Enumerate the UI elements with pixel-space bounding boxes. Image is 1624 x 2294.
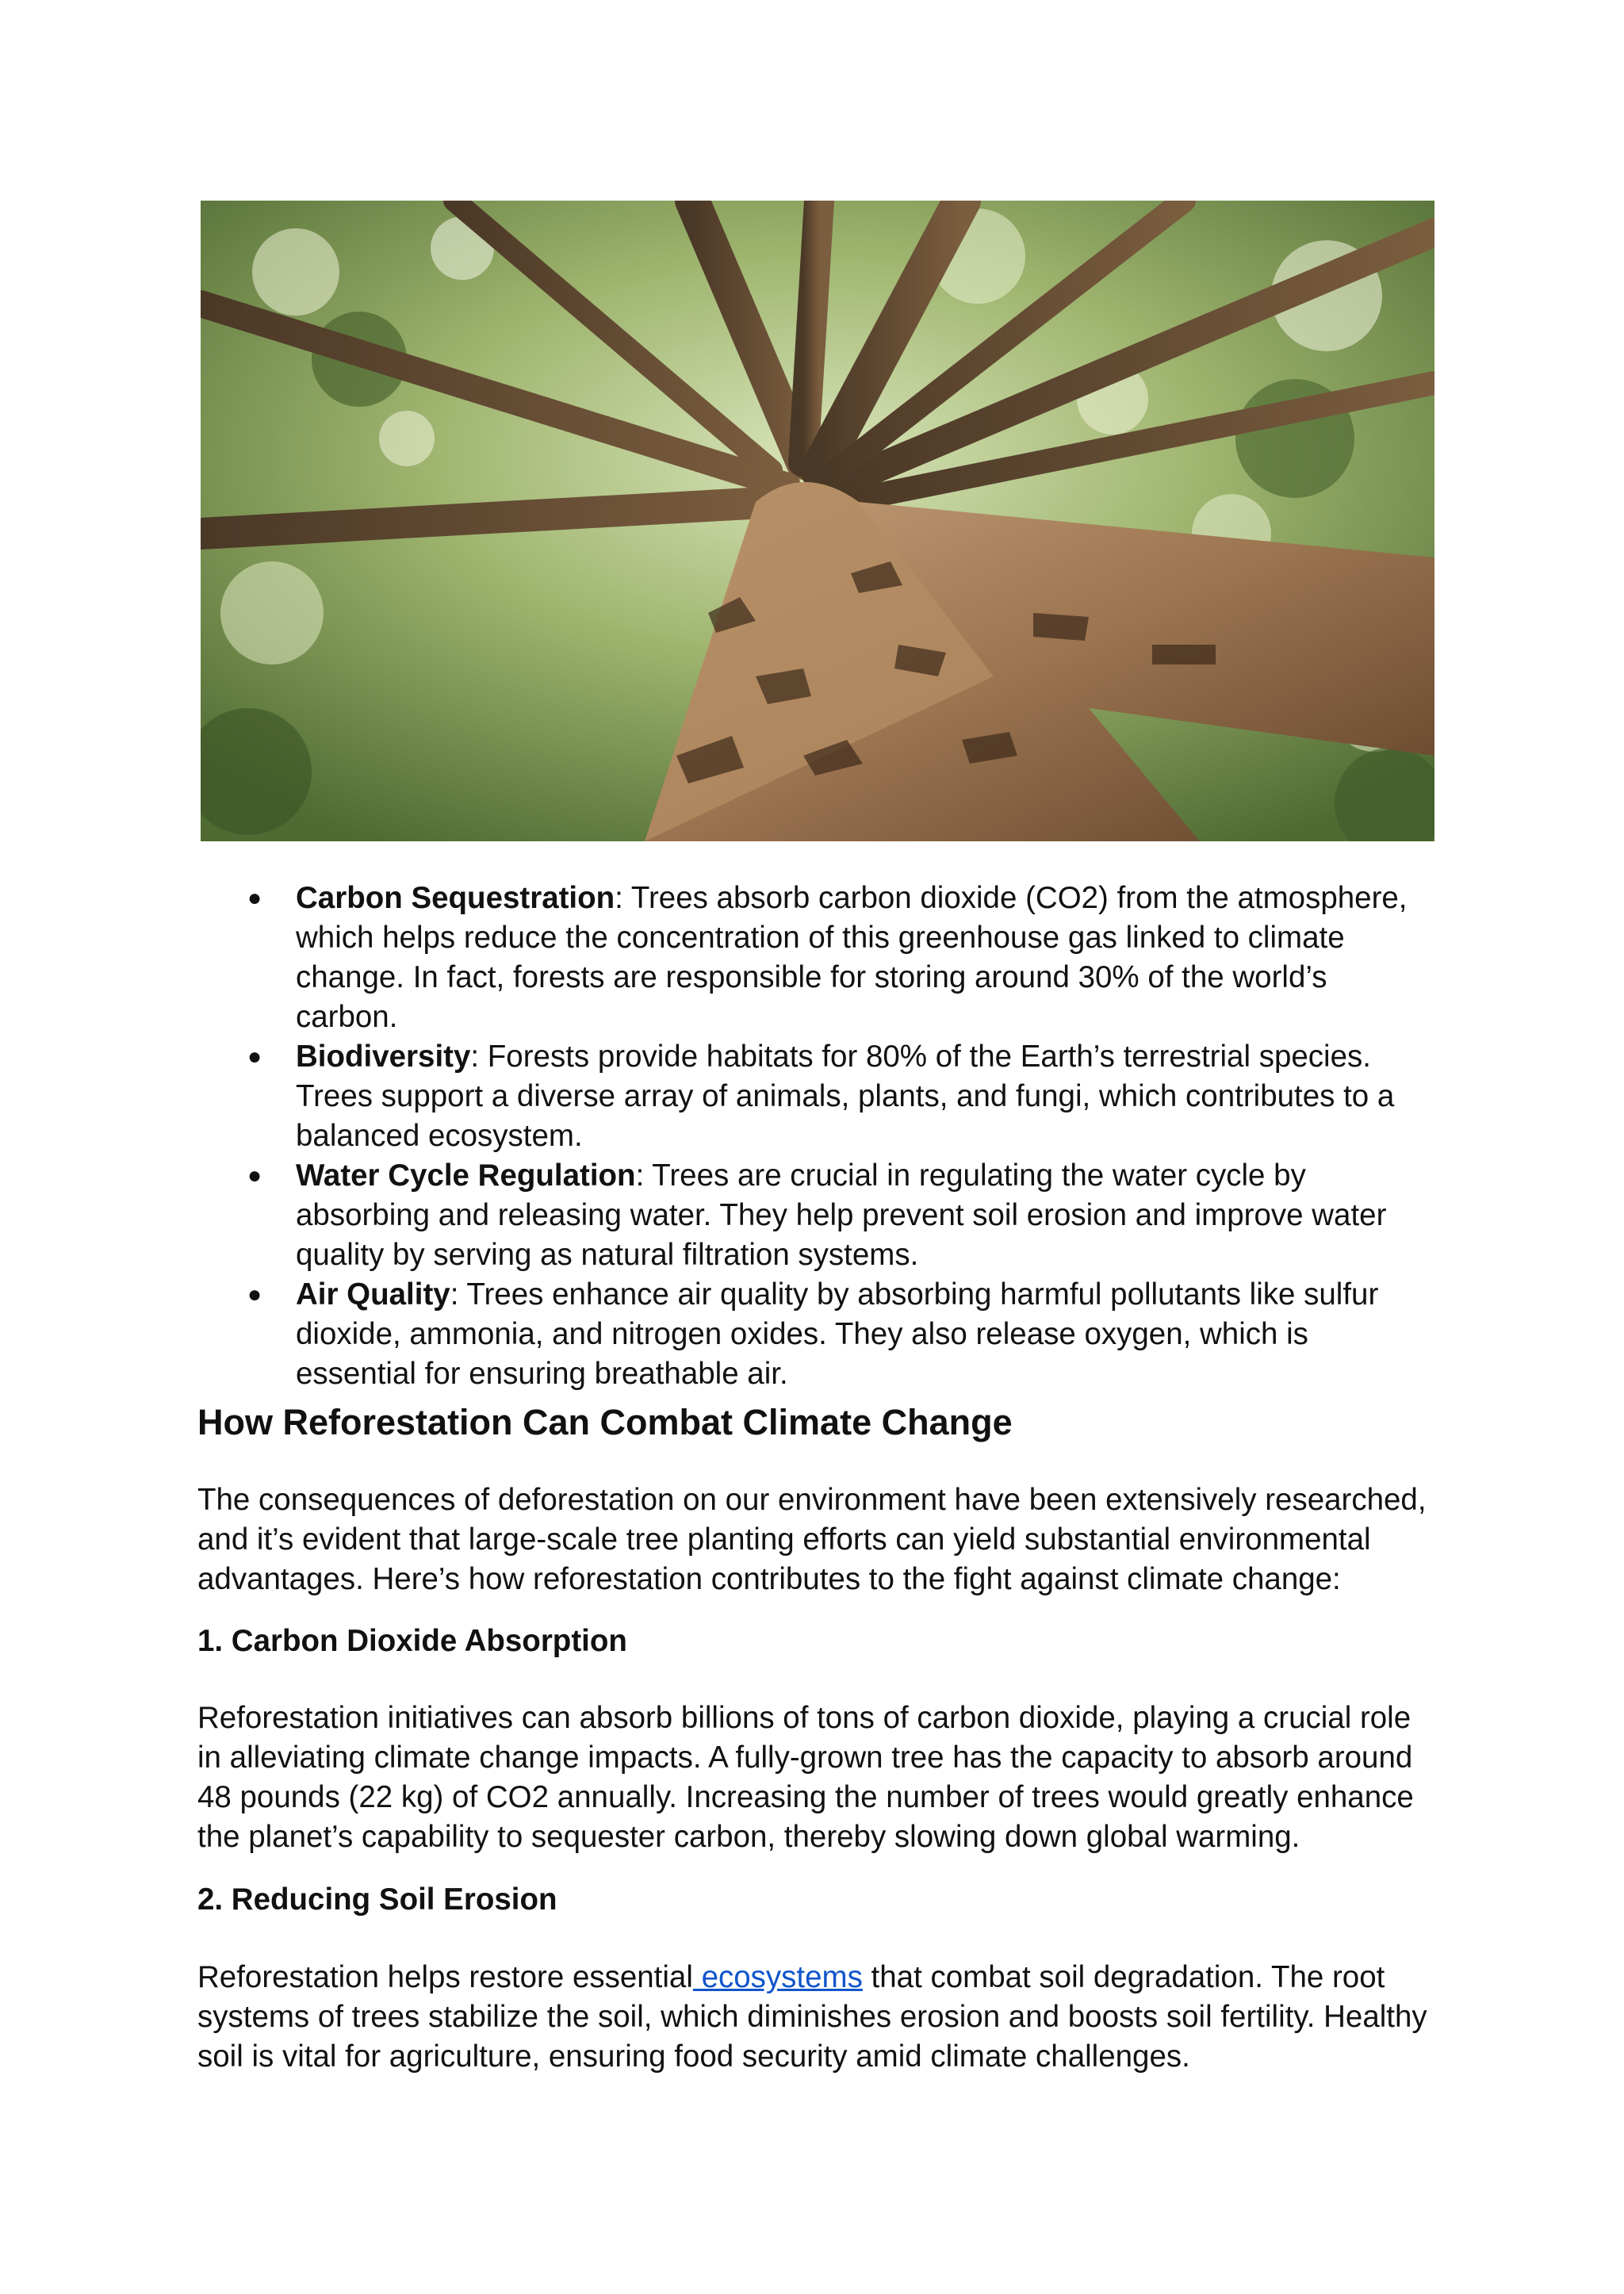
- list-item-term: Biodiversity: [296, 1040, 471, 1074]
- soil-text-start: Reforestation helps restore essential: [197, 1960, 693, 1994]
- point-text-soil: [197, 1958, 1434, 2077]
- point-text-carbon: Reforestation initiatives can absorb billions of tons of carbon dioxide, playing a crucial role in alleviating climate change impacts. A fully-grown tree has the capacity to absorb around 48 pounds (22 kg) of CO2 annually. Increasing the number of trees would greatly enhance the planet’s capability to sequester carbon, thereby slowing down global warming.: [197, 1701, 1414, 1854]
- list-item: [197, 1275, 1434, 1394]
- bullet-icon: ●: [247, 1281, 262, 1308]
- tree-photo: [201, 201, 1434, 841]
- tree-illustration: [201, 201, 1434, 841]
- bullet-icon: ●: [247, 1162, 262, 1189]
- list-item-term: Water Cycle Regulation: [296, 1158, 636, 1193]
- list-item-text: : Forests provide habitats for 80% of the Earth’s terrestrial species. Trees support a diverse array of animals, plants, and fungi, which contributes to a balanced ecosystem.: [296, 1040, 1395, 1153]
- list-item: [197, 1037, 1434, 1156]
- article-content: [197, 879, 1434, 2074]
- list-item-term: Carbon Sequestration: [296, 881, 615, 915]
- soil-text-end: that combat soil degradation. The root systems of trees stabilize the soil, which diminishes erosion and boosts soil fertility. Healthy soil is vital for agriculture, ensuring food security amid climate challenges.: [197, 1960, 1427, 2074]
- bullet-icon: ●: [247, 1044, 262, 1070]
- point-heading-carbon: 1. Carbon Dioxide Absorption: [197, 1624, 627, 1658]
- benefits-list: [197, 879, 1434, 1394]
- section-heading: How Reforestation Can Combat Climate Change: [197, 1402, 1013, 1442]
- list-item-term: Air Quality: [296, 1277, 450, 1312]
- list-item-text: : Trees are crucial in regulating the water cycle by absorbing and releasing water. They help prevent soil erosion and improve water quality by serving as natural filtration systems.: [296, 1158, 1387, 1272]
- section-intro: The consequences of deforestation on our environment have been extensively researched, and it’s evident that large-scale tree planting efforts can yield substantial environmental advantages. Here’s how reforestation contributes to the fight against climate change:: [197, 1483, 1427, 1596]
- point-heading-soil: 2. Reducing Soil Erosion: [197, 1882, 557, 1917]
- list-item-text: : Trees enhance air quality by absorbing harmful pollutants like sulfur dioxide, ammonia, and nitrogen oxides. They also release oxygen, which is essential for ensuring breathable air.: [296, 1277, 1379, 1391]
- bullet-icon: ●: [247, 885, 262, 911]
- ecosystems-link[interactable]: ecosystems: [692, 1960, 863, 1994]
- list-item: [197, 1156, 1434, 1275]
- list-item-text: : Trees absorb carbon dioxide (CO2) from the atmosphere, which helps reduce the concentration of this greenhouse gas linked to climate change. In fact, forests are responsible for storing around 30% of the world’s carbon.: [296, 881, 1408, 1034]
- list-item: [197, 879, 1434, 1037]
